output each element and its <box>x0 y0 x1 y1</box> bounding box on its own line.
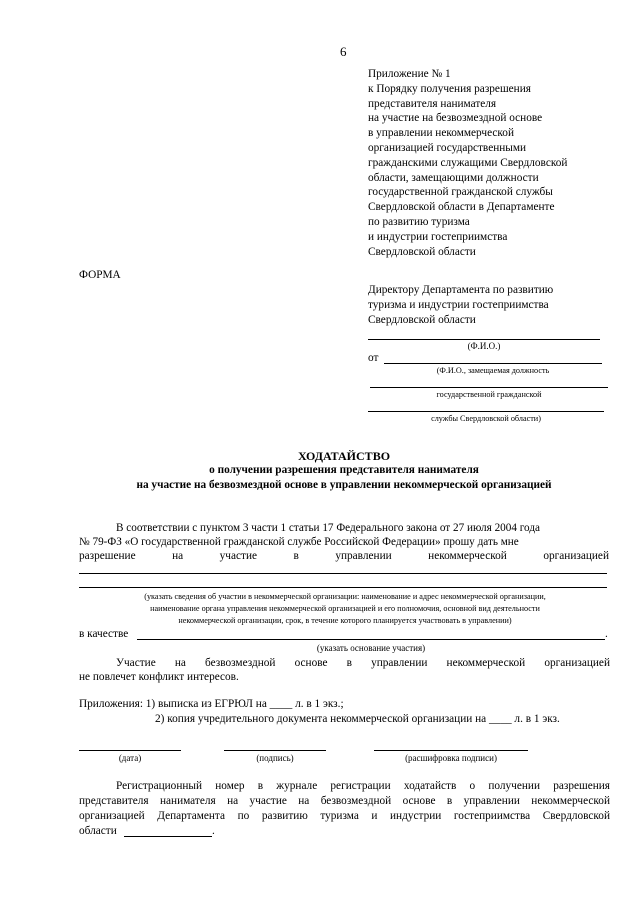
addressee-line: Директору Департамента по развитию <box>368 284 554 296</box>
attachment-2: 2) копия учредительного документа некоммерческой организации на ____ л. в 1 экз. <box>155 713 560 725</box>
appendix-line: государственной гражданской службы <box>368 186 553 199</box>
appendix-line: области, замещающими должности <box>368 171 539 184</box>
date-caption: (дата) <box>118 753 142 763</box>
paragraph-1-line-3: разрешение на участие в управлении некоммерческой организацией <box>79 550 609 562</box>
registration-line-3: организацией Департамента по развитию туризма и индустрии гостеприимства Свердловской <box>79 810 610 822</box>
position-caption-1: (Ф.И.О., замещаемая должность <box>436 366 550 375</box>
appendix-line: и индустрии гостеприимства <box>368 230 508 243</box>
appendix-line: по развитию туризма <box>368 215 470 228</box>
signature-caption: (подпись) <box>256 753 294 763</box>
addressee-line: туризма и индустрии гостеприимства <box>368 298 549 311</box>
document-title: ХОДАТАЙСТВО <box>297 449 391 463</box>
document-subtitle-2: на участие на безвозмездной основе в управлении некоммерческой организацией <box>136 479 552 491</box>
appendix-line: Приложение № 1 <box>368 68 451 80</box>
position-line-2[interactable] <box>370 387 608 388</box>
org-caption-2: наименование органа управления некоммерческой организацией и его полномочия, основной вид деятельности <box>150 604 540 613</box>
appendix-line: организацией государственными <box>368 141 527 154</box>
position-caption-3: службы Свердловской области) <box>431 414 541 423</box>
org-caption-3: некоммерческой организации, срок, в течение которого планируется участвовать в управлении) <box>178 616 512 625</box>
appendix-line: Свердловской области в Департаменте <box>368 201 555 214</box>
capacity-caption: (указать основание участия) <box>316 643 426 653</box>
appendix-line: Свердловской области <box>368 245 476 258</box>
fio-line[interactable] <box>368 339 600 340</box>
addressee-line: Свердловской области <box>368 313 476 326</box>
appendix-block <box>368 67 567 259</box>
page-number: 6 <box>340 44 347 59</box>
addressee-block <box>368 283 553 327</box>
appendix-line: на участие на безвозмездной основе <box>368 112 543 125</box>
capacity-label: в качестве <box>79 628 129 640</box>
paragraph-1-line-2: № 79-ФЗ «О государственной гражданской службе Российской Федерации» прошу дать мне <box>79 536 519 548</box>
registration-line-1: Регистрационный номер в журнале регистрации ходатайств о получении разрешения <box>116 780 610 792</box>
paragraph-1-line-1: В соответствии с пунктом 3 части 1 статьи 17 Федерального закона от 27 июля 2004 года <box>116 522 540 534</box>
paragraph-2-line-1: Участие на безвозмездной основе в управлении некоммерческой организацией <box>116 657 610 669</box>
signature-line[interactable] <box>224 750 326 751</box>
registration-number-line[interactable] <box>124 836 212 837</box>
appendix-line: в управлении некоммерческой <box>368 127 514 140</box>
position-caption-2: государственной гражданской <box>436 390 542 399</box>
registration-line-4-suffix: . <box>212 825 215 837</box>
from-label: от <box>368 352 379 364</box>
org-info-line-1[interactable] <box>79 573 607 574</box>
form-label: ФОРМА <box>79 269 121 281</box>
from-line[interactable] <box>384 363 602 364</box>
org-info-line-2[interactable] <box>79 587 607 588</box>
registration-line-4-prefix: области <box>79 825 117 837</box>
org-caption-1: (указать сведения об участии в некоммерческой организации: наименование и адрес некоммерческой организации, <box>144 592 546 601</box>
date-line[interactable] <box>79 750 181 751</box>
decode-caption: (расшифровка подписи) <box>405 753 497 763</box>
document-subtitle-1: о получении разрешения представителя нанимателя <box>209 464 479 476</box>
capacity-line[interactable] <box>137 639 605 640</box>
attachment-1: Приложения: 1) выписка из ЕГРЮЛ на ____ л. в 1 экз.; <box>79 698 344 710</box>
appendix-line: к Порядку получения разрешения <box>368 82 531 95</box>
appendix-line: представителя нанимателя <box>368 97 497 110</box>
registration-line-2: представителя нанимателя на участие на безвозмездной основе в управлении некоммерческой <box>79 795 610 807</box>
position-line-3[interactable] <box>368 411 604 412</box>
fio-caption: (Ф.И.О.) <box>467 341 501 351</box>
appendix-line: гражданскими служащими Свердловской <box>368 156 568 169</box>
capacity-end: . <box>605 628 608 640</box>
paragraph-2-line-2: не повлечет конфликт интересов. <box>79 671 239 683</box>
decode-line[interactable] <box>374 750 528 751</box>
